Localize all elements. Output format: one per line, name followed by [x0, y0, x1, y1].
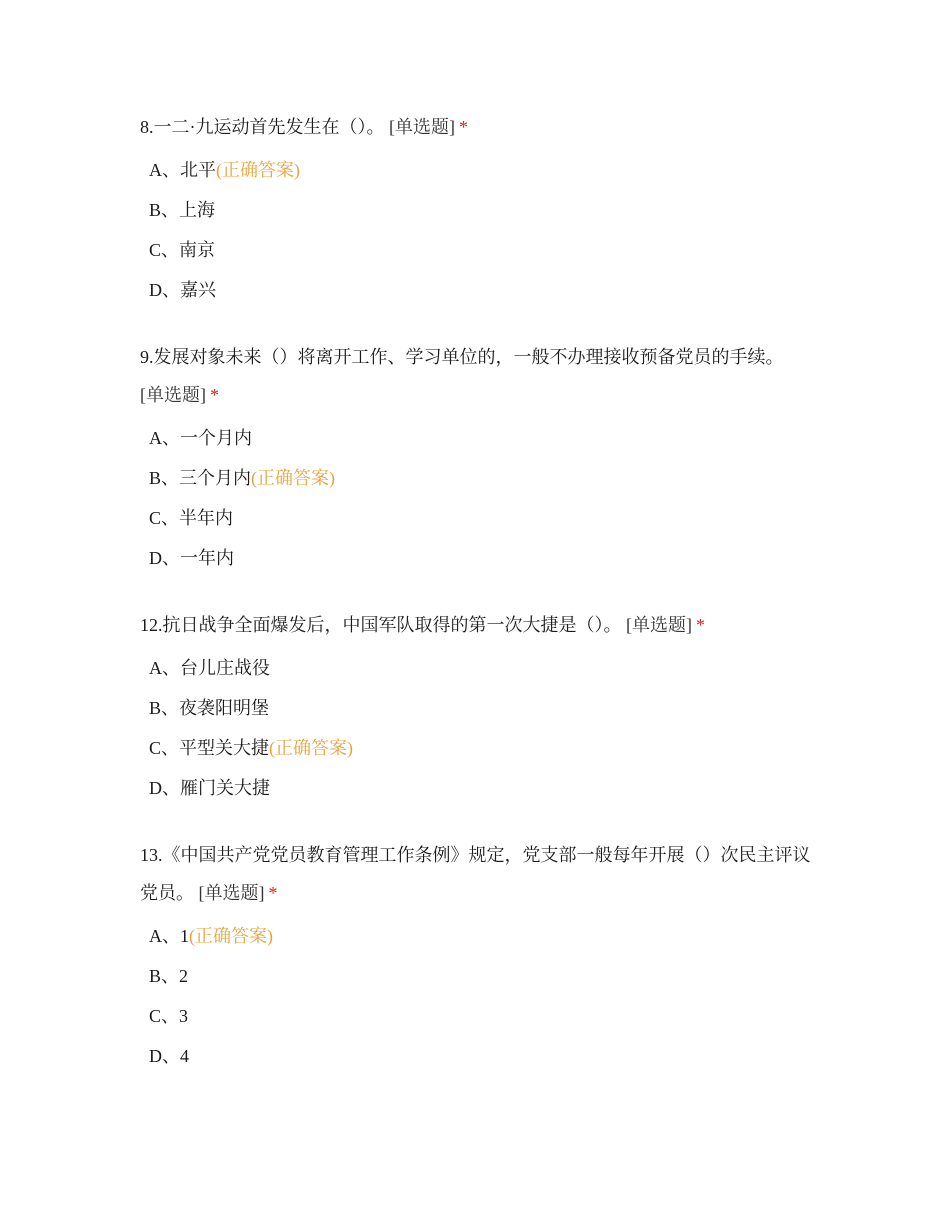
- option-label: D、一年内: [149, 548, 234, 568]
- option-label: A、一个月内: [149, 428, 252, 448]
- option-c[interactable]: [140, 996, 820, 1036]
- question-title: [140, 338, 820, 414]
- option-a[interactable]: [140, 150, 820, 190]
- question-type: [单选题]: [140, 385, 206, 405]
- question-type: [单选题]: [626, 615, 692, 635]
- question-8: [140, 108, 820, 310]
- correct-answer-tag: (正确答案): [189, 926, 273, 946]
- required-marker: *: [696, 615, 705, 635]
- question-title: [140, 836, 820, 912]
- question-title: [140, 606, 820, 644]
- option-d[interactable]: [140, 768, 820, 808]
- option-a[interactable]: [140, 648, 820, 688]
- option-b[interactable]: [140, 956, 820, 996]
- question-12: [140, 606, 820, 808]
- question-9: [140, 338, 820, 578]
- option-label: B、上海: [149, 200, 216, 220]
- option-label: D、4: [149, 1046, 189, 1066]
- option-c[interactable]: [140, 230, 820, 270]
- option-label: C、3: [149, 1006, 189, 1026]
- question-title: [140, 108, 820, 146]
- option-b[interactable]: [140, 458, 820, 498]
- option-d[interactable]: [140, 270, 820, 310]
- option-label: A、台儿庄战役: [149, 658, 270, 678]
- question-text: 12.抗日战争全面爆发后，中国军队取得的第一次大捷是（）。: [140, 615, 622, 635]
- required-marker: *: [459, 117, 468, 137]
- correct-answer-tag: (正确答案): [251, 468, 336, 488]
- question-13: [140, 836, 820, 1076]
- question-type: [单选题]: [198, 883, 265, 903]
- question-text: 13.《中国共产党党员教育管理工作条例》规定，党支部一般每年开展（）次民主评议党员。: [140, 845, 811, 903]
- correct-answer-tag: (正确答案): [216, 160, 300, 180]
- correct-answer-tag: (正确答案): [269, 738, 354, 758]
- option-label: C、平型关大捷: [149, 738, 270, 758]
- option-d[interactable]: [140, 538, 820, 578]
- option-label: C、南京: [149, 240, 216, 260]
- required-marker: *: [210, 385, 219, 405]
- option-b[interactable]: [140, 190, 820, 230]
- option-label: D、雁门关大捷: [149, 778, 270, 798]
- option-c[interactable]: [140, 728, 820, 768]
- option-label: A、北平: [149, 160, 216, 180]
- question-type: [单选题]: [389, 117, 455, 137]
- option-b[interactable]: [140, 688, 820, 728]
- option-label: D、嘉兴: [149, 280, 216, 300]
- option-label: B、夜袭阳明堡: [149, 698, 270, 718]
- option-label: C、半年内: [149, 508, 234, 528]
- quiz-page: [140, 108, 820, 1104]
- option-label: B、三个月内: [149, 468, 252, 488]
- option-a[interactable]: [140, 418, 820, 458]
- option-d[interactable]: [140, 1036, 820, 1076]
- question-text: 8.一二·九运动首先发生在（）。: [140, 117, 385, 137]
- option-label: A、1: [149, 926, 189, 946]
- option-c[interactable]: [140, 498, 820, 538]
- required-marker: *: [268, 883, 278, 903]
- option-label: B、2: [149, 966, 189, 986]
- question-text: 9.发展对象未来（）将离开工作、学习单位的，一般不办理接收预备党员的手续。: [140, 347, 784, 367]
- option-a[interactable]: [140, 916, 820, 956]
